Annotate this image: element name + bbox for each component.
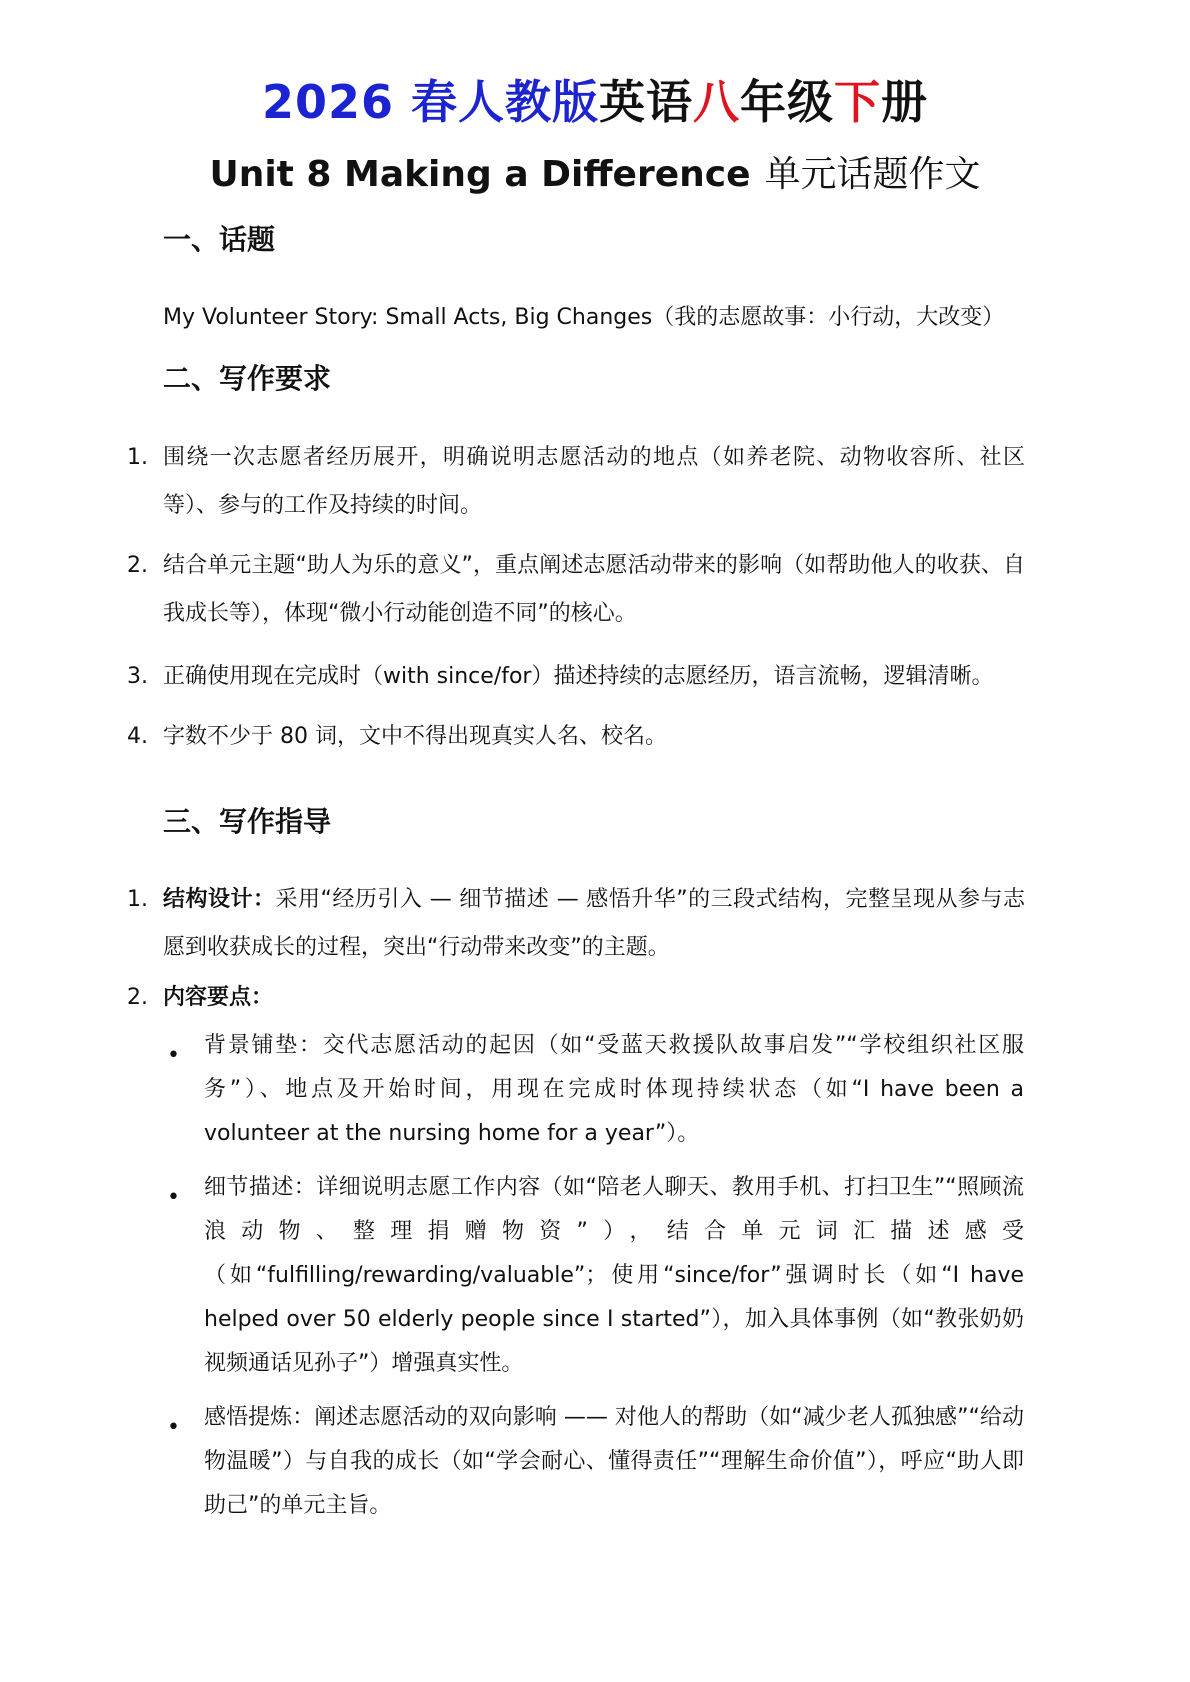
title-year: 2026 — [261, 75, 394, 129]
subtitle-chinese: 单元话题作文 — [764, 154, 981, 195]
requirement-3-text: 正确使用现在完成时（with since/for）描述持续的志愿经历，语言流畅，逻辑清晰。 — [163, 664, 994, 689]
requirement-4-text: 字数不少于 80 词，文中不得出现真实人名、校名。 — [163, 724, 667, 749]
requirement-4-number: 4. — [127, 724, 148, 749]
main-title — [0, 66, 1190, 132]
section3-heading: 三、写作指导 — [163, 805, 332, 838]
section2-heading: 二、写作要求 — [163, 362, 332, 395]
requirement-3-number: 3. — [127, 664, 148, 689]
bullet-2-text: 细节描述：详细说明志愿工作内容（如“陪老人聊天、教用手机、打扫卫生”“照顾流浪动物、整理捐赠物资”），结合单元词汇描述感受（如“fulfilling/rewarding/valuable”；使用“since/for”强调时长（如“I have helped over 50 elderly people since I started”），加入具体事例（如“教张奶奶视频通话见孙子”）增强真实性。 — [204, 1175, 1024, 1376]
title-subject: 英语 — [599, 75, 694, 129]
requirement-1-text: 围绕一次志愿者经历展开，明确说明志愿活动的地点（如养老院、动物收容所、社区等）、参与的工作及持续的时间。 — [163, 445, 1025, 518]
bullet-3-text: 感悟提炼：阐述志愿活动的双向影响 —— 对他人的帮助（如“减少老人孤独感”“给动物温暖”）与自我的成长（如“学会耐心、懂得责任”“理解生命价值”），呼应“助人即助己”的单元主旨。 — [204, 1405, 1024, 1518]
guide-2-label: 内容要点： — [163, 985, 274, 1010]
title-grade-number: 八 — [693, 75, 741, 129]
guide-1-label: 结构设计： — [163, 887, 276, 912]
guide-1-number: 1. — [127, 887, 148, 912]
guide-1-text — [163, 876, 1025, 972]
title-volume: 册 — [881, 75, 929, 129]
bullet-1-text: 背景铺垫：交代志愿活动的起因（如“受蓝天救援队故事启发”“学校组织社区服务”）、地点及开始时间，用现在完成时体现持续状态（如“I have been a volunteer at the nursing home for a year”）。 — [204, 1033, 1024, 1146]
bullet-1-symbol: • — [167, 1043, 180, 1068]
requirement-2-number: 2. — [127, 553, 148, 578]
requirement-1-number: 1. — [127, 445, 148, 470]
guide-2-number: 2. — [127, 985, 148, 1010]
topic-text: My Volunteer Story: Small Acts, Big Changes（我的志愿故事：小行动，大改变） — [163, 305, 1005, 330]
bullet-2-symbol: • — [167, 1185, 180, 1210]
title-term: 下 — [834, 75, 882, 129]
requirement-2-text: 结合单元主题“助人为乐的意义”，重点阐述志愿活动带来的影响（如帮助他人的收获、自我成长等），体现“微小行动能创造不同”的核心。 — [163, 553, 1025, 626]
title-edition: 春人教版 — [411, 75, 600, 129]
bullet-3-symbol: • — [167, 1415, 180, 1440]
section1-heading: 一、话题 — [163, 223, 276, 256]
subtitle-english: Unit 8 Making a Difference — [209, 154, 751, 195]
subtitle — [0, 146, 1190, 197]
title-grade: 年级 — [740, 75, 835, 129]
guide-1-body: 采用“经历引入 — 细节描述 — 感悟升华”的三段式结构，完整呈现从参与志愿到收获成长的过程，突出“行动带来改变”的主题。 — [163, 887, 1025, 960]
